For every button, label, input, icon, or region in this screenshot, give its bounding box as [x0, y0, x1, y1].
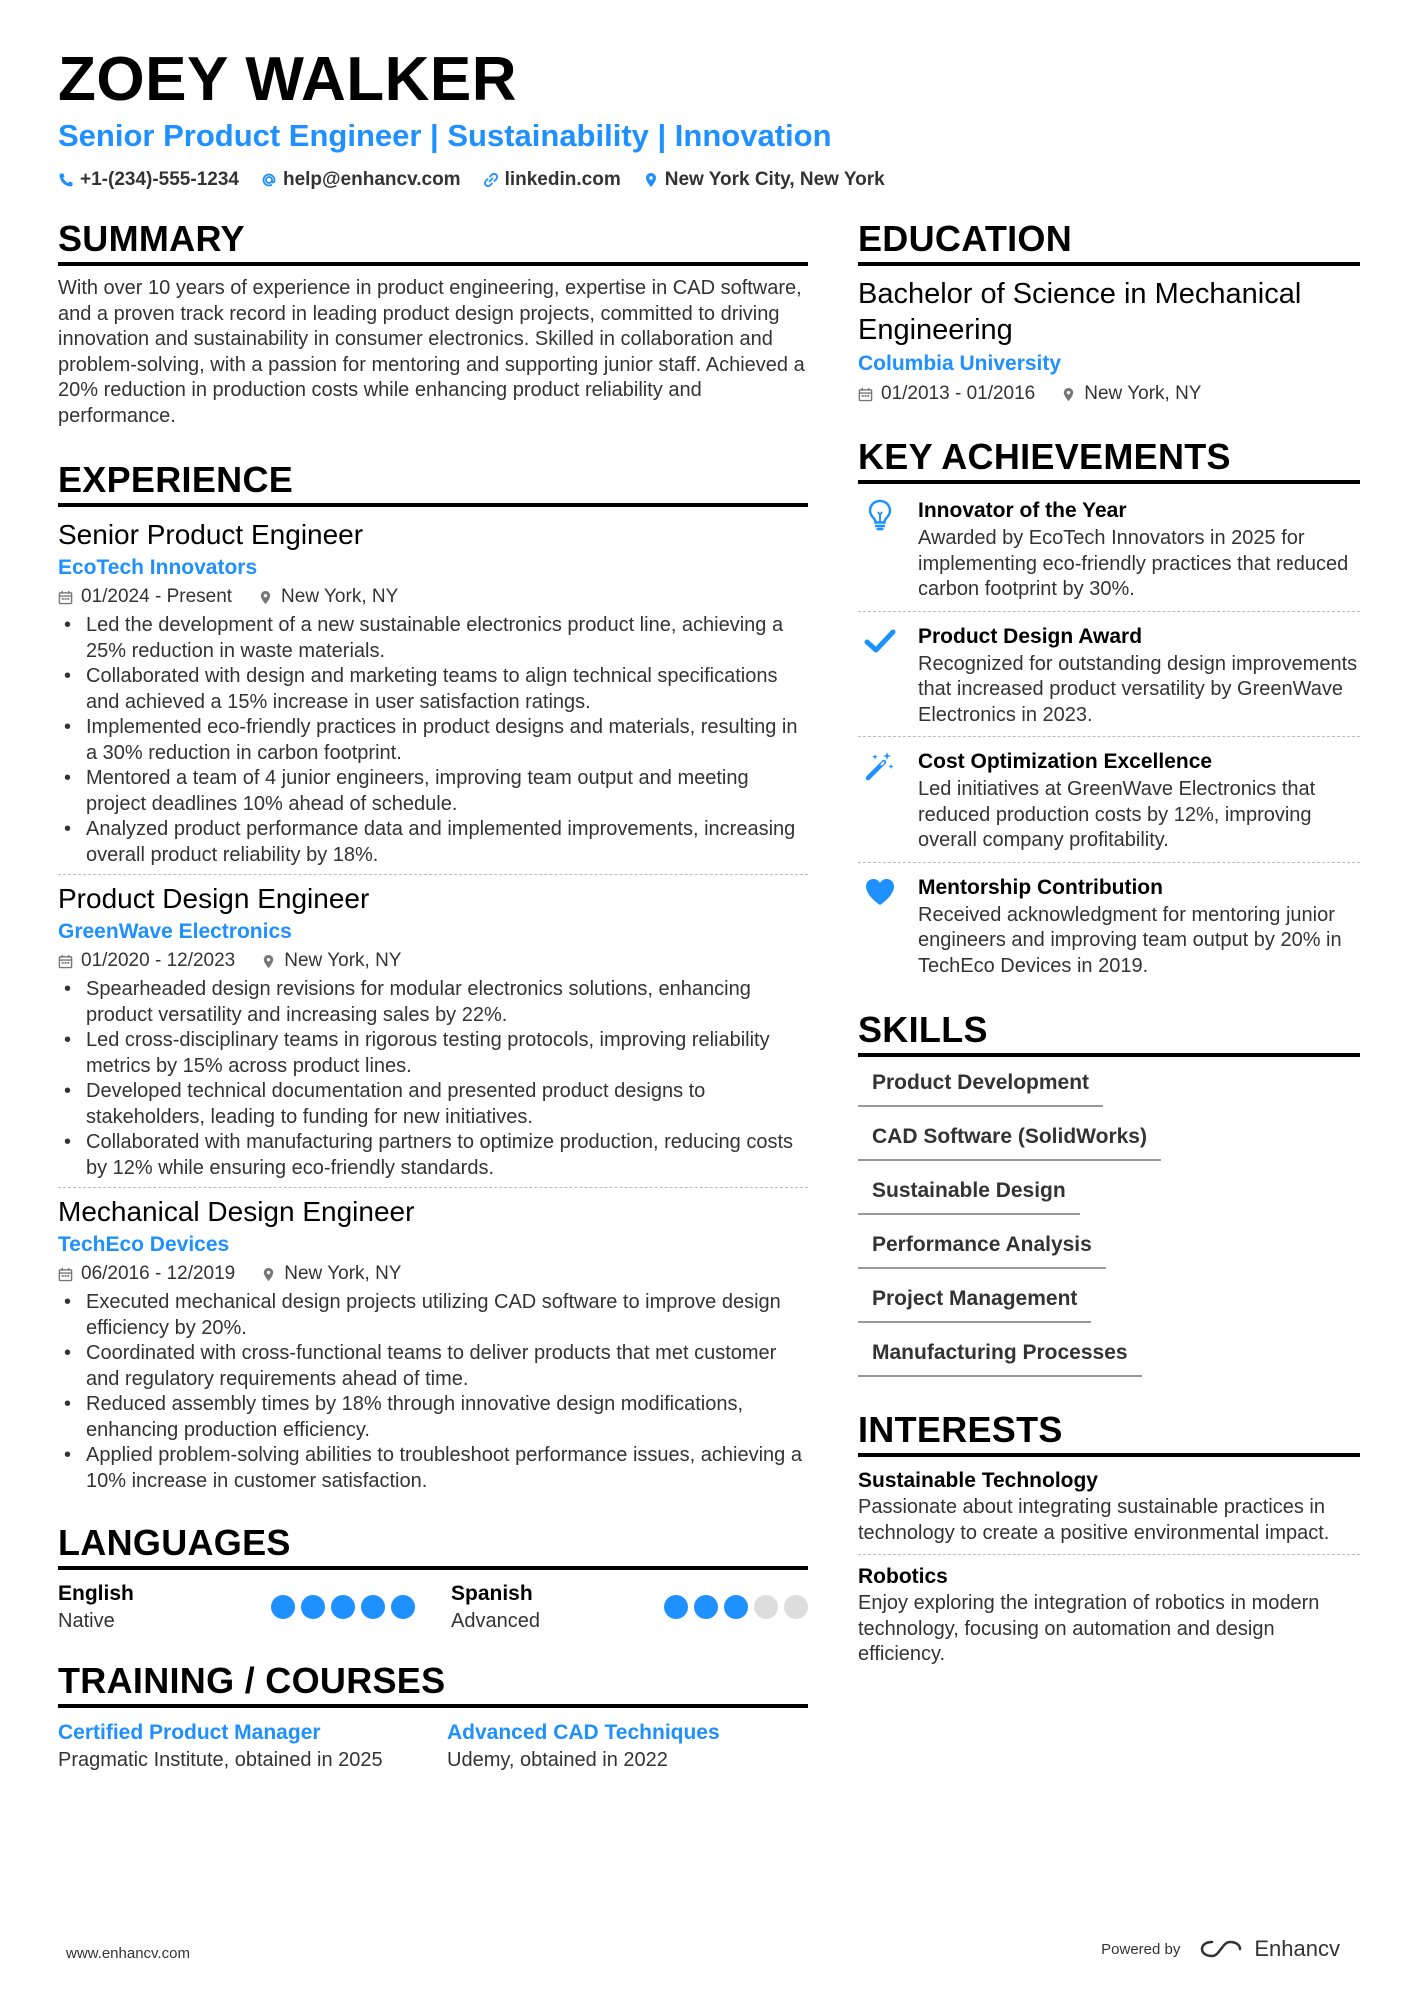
languages-heading: LANGUAGES	[58, 1522, 808, 1570]
job-bullet: • Collaborated with design and marketing teams to align technical specifications and achieved a 15% increase in user satisfaction ratings.	[58, 664, 808, 715]
achievement-body	[918, 496, 1360, 603]
location-pin-icon	[261, 1267, 276, 1282]
job-location-text: New York, NY	[284, 1263, 402, 1284]
education-heading: EDUCATION	[858, 218, 1360, 266]
magic-wand-icon	[858, 747, 902, 854]
skills-heading: SKILLS	[858, 1009, 1360, 1057]
job-dates	[58, 1260, 235, 1288]
job-entry	[58, 1187, 808, 1500]
language-item	[451, 1580, 808, 1634]
job-title: Senior Product Engineer	[58, 519, 364, 550]
education-degree: Bachelor of Science in Mechanical Engineering	[858, 278, 1302, 346]
job-bullets	[58, 613, 808, 868]
education-dates	[858, 380, 1035, 408]
calendar-icon	[858, 387, 873, 402]
achievement-item	[858, 736, 1360, 862]
rating-dot	[391, 1595, 415, 1619]
achievement-title: Cost Optimization Excellence	[918, 750, 1213, 773]
rating-dot	[754, 1595, 778, 1619]
courses-heading: TRAINING / COURSES	[58, 1660, 808, 1708]
phone-icon	[58, 172, 74, 188]
rating-dot	[724, 1595, 748, 1619]
contact-linkedin[interactable]	[483, 169, 621, 191]
powered-by-label: Powered by	[1101, 1940, 1181, 1958]
job-title: Product Design Engineer	[58, 883, 370, 914]
job-location	[258, 583, 398, 611]
job-dates	[58, 583, 232, 611]
job-location-text: New York, NY	[284, 950, 402, 971]
left-column	[58, 218, 808, 1774]
skills-section	[858, 1009, 1360, 1385]
calendar-icon	[58, 1267, 73, 1282]
rating-dot	[361, 1595, 385, 1619]
education-location-text: New York, NY	[1084, 383, 1202, 404]
achievement-title: Mentorship Contribution	[918, 875, 1163, 899]
contact-email[interactable]	[261, 169, 461, 191]
job-bullet: • Developed technical documentation and presented product designs to stakeholders, leading to funding for new initiatives.	[58, 1079, 808, 1130]
achievement-list	[858, 486, 1360, 987]
achievement-title: Product Design Award	[918, 624, 1143, 648]
skill-tag: Sustainable Design	[858, 1169, 1080, 1215]
job-meta	[58, 583, 808, 611]
achievement-item	[858, 486, 1360, 611]
achievements-section	[858, 436, 1360, 987]
rating-dot	[301, 1595, 325, 1619]
job-bullet: • Spearheaded design revisions for modular electronics solutions, enhancing product versatility and increasing sales by 22%.	[58, 977, 808, 1028]
phone-text: +1-(234)-555-1234	[80, 169, 239, 190]
heart-icon	[858, 873, 902, 980]
company-name[interactable]: TechEco Devices	[58, 1233, 230, 1256]
calendar-icon	[58, 954, 73, 969]
at-sign-icon	[261, 172, 277, 188]
course-item	[447, 1718, 808, 1774]
job-bullet: • Mentored a team of 4 junior engineers, improving team output and meeting project deadlines 10% ahead of schedule.	[58, 766, 808, 817]
skill-tag: Project Management	[858, 1277, 1091, 1323]
education-location	[1061, 380, 1201, 408]
job-dates-text: 01/2020 - 12/2023	[81, 950, 236, 971]
email-text: help@enhancv.com	[282, 169, 461, 190]
job-bullets	[58, 1290, 808, 1494]
job-location	[261, 1260, 401, 1288]
job-bullet: • Led cross-disciplinary teams in rigorous testing protocols, improving reliability metrics by 15% across product lines.	[58, 1028, 808, 1079]
contact-location	[643, 169, 885, 191]
contact-bar	[58, 169, 885, 191]
rating-dot	[694, 1595, 718, 1619]
footer-website[interactable]: www.enhancv.com	[66, 1945, 190, 1962]
job-bullet: • Applied problem-solving abilities to troubleshoot performance issues, achieving a 10% increase in customer satisfaction.	[58, 1443, 808, 1494]
location-pin-icon	[643, 172, 659, 188]
job-entry	[58, 517, 808, 874]
summary-section	[58, 218, 808, 429]
education-section	[858, 218, 1360, 408]
contact-phone[interactable]	[58, 169, 239, 191]
interests-heading: INTERESTS	[858, 1409, 1360, 1457]
achievement-item	[858, 611, 1360, 737]
language-list	[58, 1580, 808, 1634]
interest-desc: Passionate about integrating sustainable practices in technology to create a positive environmental impact.	[858, 1496, 1330, 1544]
achievement-body	[918, 747, 1360, 854]
location-text: New York City, New York	[664, 169, 885, 190]
experience-heading: EXPERIENCE	[58, 459, 808, 507]
link-icon	[483, 172, 499, 188]
rating-dot	[271, 1595, 295, 1619]
job-title: Mechanical Design Engineer	[58, 1196, 415, 1227]
job-bullet: • Executed mechanical design projects utilizing CAD software to improve design efficiency by 20%.	[58, 1290, 808, 1341]
achievement-desc: Led initiatives at GreenWave Electronics that reduced production costs by 12%, improving overall company profitability.	[918, 778, 1316, 851]
achievement-desc: Recognized for outstanding design improvements that increased product versatility by GreenWave Electronics in 2023.	[918, 652, 1358, 726]
course-title[interactable]: Advanced CAD Techniques	[447, 1721, 720, 1744]
brand-name: Enhancv	[1254, 1936, 1340, 1961]
job-meta	[58, 947, 808, 975]
achievement-body	[918, 873, 1360, 980]
course-desc: Udemy, obtained in 2022	[447, 1749, 668, 1771]
right-column	[858, 218, 1360, 1668]
lightbulb-icon	[858, 496, 902, 603]
course-list	[58, 1718, 808, 1774]
job-location-text: New York, NY	[281, 586, 399, 607]
skill-tag: Product Development	[858, 1061, 1103, 1107]
language-text	[58, 1580, 134, 1634]
language-item	[58, 1580, 415, 1634]
language-rating	[664, 1595, 808, 1619]
achievement-desc: Awarded by EcoTech Innovators in 2025 for implementing eco-friendly practices that reduced carbon footprint by 30%.	[918, 527, 1349, 600]
enhancv-logo[interactable]	[1198, 1936, 1340, 1962]
interest-list	[858, 1467, 1360, 1668]
job-bullet: • Reduced assembly times by 18% through innovative design modifications, enhancing production efficiency.	[58, 1392, 808, 1443]
company-name[interactable]: GreenWave Electronics	[58, 920, 292, 943]
skill-tag: Performance Analysis	[858, 1223, 1106, 1269]
job-entry	[58, 874, 808, 1187]
checkmark-icon	[858, 622, 902, 729]
job-dates	[58, 947, 235, 975]
interest-title: Sustainable Technology	[858, 1469, 1098, 1492]
courses-section	[58, 1660, 808, 1774]
course-desc: Pragmatic Institute, obtained in 2025	[58, 1749, 383, 1771]
job-bullets	[58, 977, 808, 1181]
job-bullet: • Implemented eco-friendly practices in product designs and materials, resulting in a 30% reduction in carbon footprint.	[58, 715, 808, 766]
job-meta	[58, 1260, 808, 1288]
calendar-icon	[58, 590, 73, 605]
course-item	[58, 1718, 419, 1774]
job-bullet: • Coordinated with cross-functional teams to deliver products that met customer and regulatory requirements ahead of time.	[58, 1341, 808, 1392]
interest-item	[858, 1467, 1360, 1546]
enhancv-logo-icon	[1198, 1937, 1244, 1961]
skill-tag: Manufacturing Processes	[858, 1331, 1142, 1377]
achievements-heading: KEY ACHIEVEMENTS	[858, 436, 1360, 484]
summary-heading: SUMMARY	[58, 218, 808, 266]
company-name[interactable]: EcoTech Innovators	[58, 556, 258, 579]
skill-tag: CAD Software (SolidWorks)	[858, 1115, 1161, 1161]
interests-section	[858, 1409, 1360, 1668]
achievement-item	[858, 862, 1360, 988]
achievement-desc: Received acknowledgment for mentoring junior engineers and improving team output by 20% in TechEco Devices in 2019.	[918, 903, 1342, 977]
education-school: Columbia University	[858, 352, 1062, 375]
footer-branding	[1101, 1936, 1340, 1962]
rating-dot	[331, 1595, 355, 1619]
job-bullet: • Led the development of a new sustainable electronics product line, achieving a 25% reduction in waste materials.	[58, 613, 808, 664]
job-list	[58, 517, 808, 1500]
interest-item	[858, 1554, 1360, 1668]
language-rating	[271, 1595, 415, 1619]
job-dates-text: 06/2016 - 12/2019	[81, 1263, 236, 1284]
language-name: English	[58, 1582, 134, 1605]
education-meta	[858, 380, 1360, 408]
language-level: Advanced	[451, 1610, 540, 1632]
course-title[interactable]: Certified Product Manager	[58, 1721, 321, 1744]
summary-text: With over 10 years of experience in product engineering, expertise in CAD software, and a proven track record in leading product design projects, committed to driving innovation and sustainability in consumer electronics. Skilled in collaboration and problem-solving, with a passion for mentoring and supporting junior staff. Achieved a 20% reduction in production costs while enhancing product reliability and performance.	[58, 277, 805, 427]
linkedin-text: linkedin.com	[504, 169, 621, 190]
interest-desc: Enjoy exploring the integration of robotics in modern technology, focusing on automation and design efficiency.	[858, 1592, 1320, 1665]
rating-dot	[664, 1595, 688, 1619]
job-bullet: • Analyzed product performance data and implemented improvements, increasing overall product reliability by 18%.	[58, 817, 808, 868]
location-pin-icon	[261, 954, 276, 969]
location-pin-icon	[1061, 387, 1076, 402]
candidate-tagline: Senior Product Engineer | Sustainability | Innovation	[58, 118, 832, 153]
job-dates-text: 01/2024 - Present	[81, 586, 233, 607]
language-text	[451, 1580, 540, 1634]
skill-list	[858, 1061, 1360, 1385]
education-dates-text: 01/2013 - 01/2016	[881, 383, 1036, 404]
location-pin-icon	[258, 590, 273, 605]
experience-section	[58, 459, 808, 1500]
candidate-name: ZOEY WALKER	[58, 45, 518, 114]
language-level: Native	[58, 1610, 115, 1632]
interest-title: Robotics	[858, 1565, 948, 1588]
rating-dot	[784, 1595, 808, 1619]
achievement-body	[918, 622, 1360, 729]
language-name: Spanish	[451, 1582, 533, 1605]
achievement-title: Innovator of the Year	[918, 499, 1127, 522]
job-location	[261, 947, 401, 975]
job-bullet: • Collaborated with manufacturing partners to optimize production, reducing costs by 12% while ensuring eco-friendly standards.	[58, 1130, 808, 1181]
languages-section	[58, 1522, 808, 1634]
